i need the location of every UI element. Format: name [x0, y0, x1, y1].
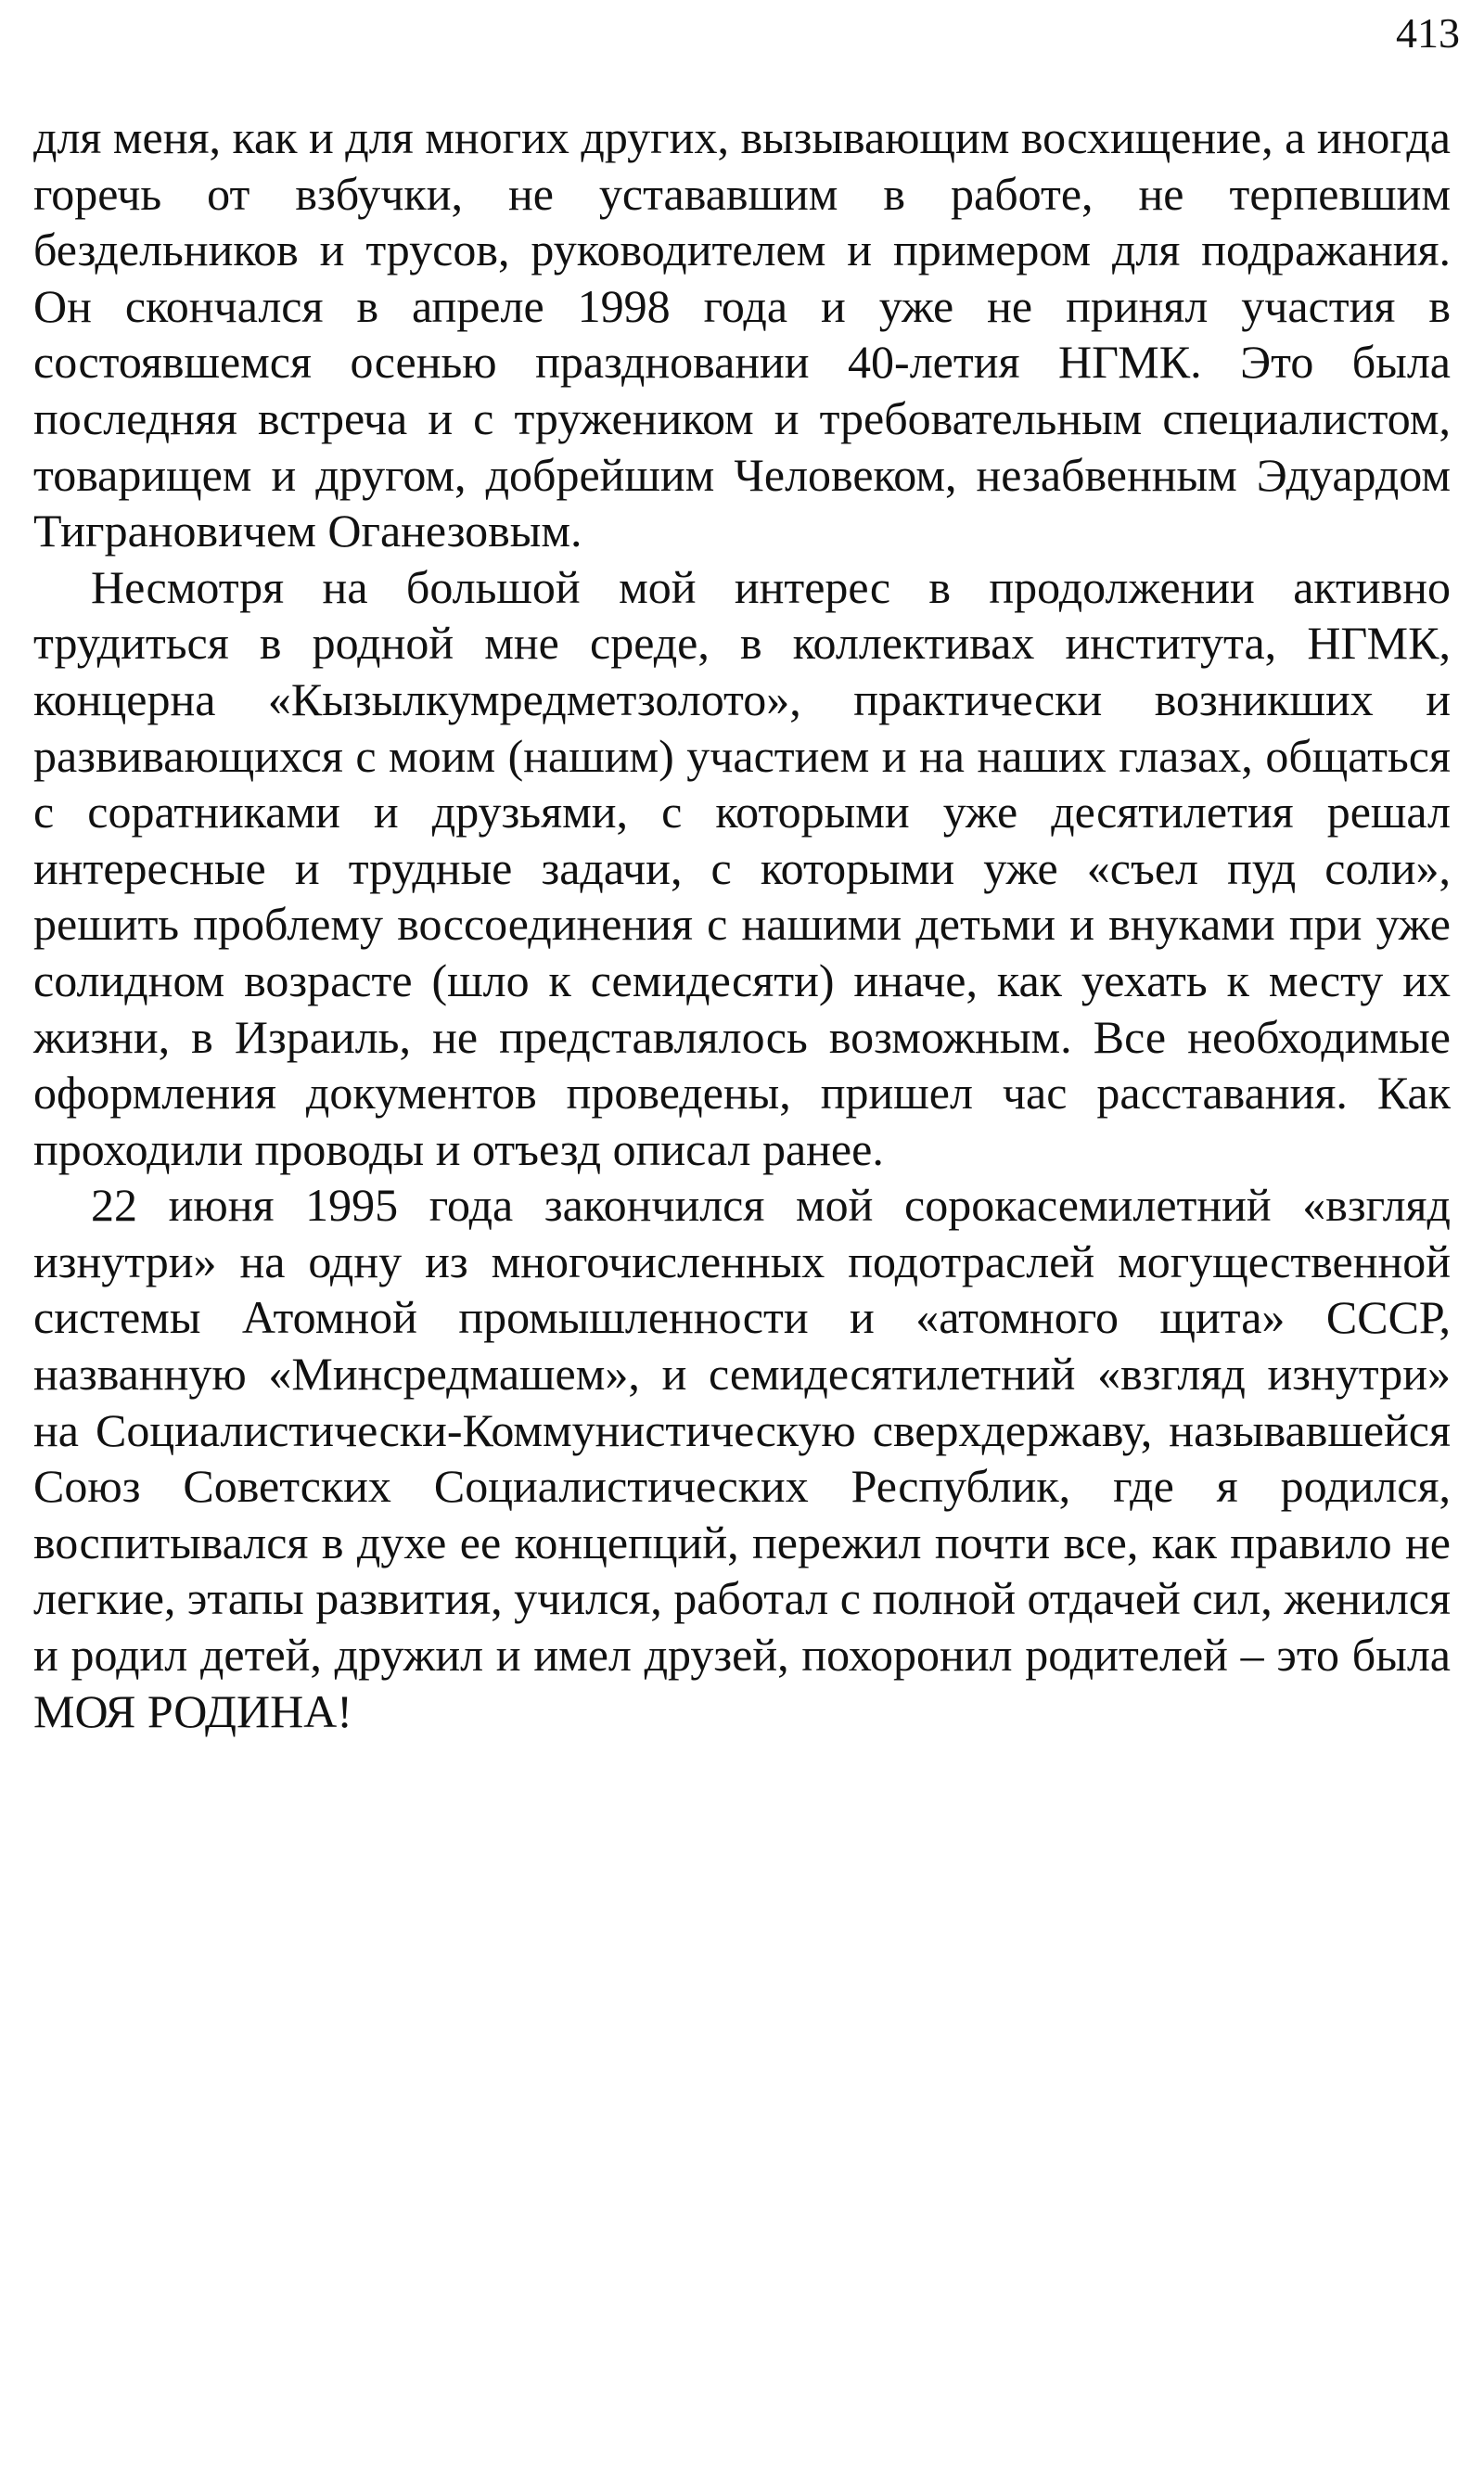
page-number: 413: [1396, 9, 1460, 57]
paragraph-continuation: для меня, как и для многих других, вызывающим восхищение, а иногда горечь от взбучки, не устававшим в работе, не терпевшим бездельников и трусов, руководителем и примером для подражания. Он скончался в апреле 1998 года и уже не принял участия в состоявшемся осенью праздновании 40-летия НГМК. Это была последняя встреча и с тружеником и требовательным специалистом, товарищем и другом, добрейшим Человеком, незабвенным Эдуардом Тиграновичем Оганезовым.: [33, 111, 1451, 557]
paragraph-homeland: 22 июня 1995 года закончился мой сорокасемилетний «взгляд изнутри» на одну из многочисленных подотраслей могущественной системы Атомной промышленности и «атомного щита» СССР, названную «Минсредмашем», и семидесятилетний «взгляд изнутри» на Социалистически-Коммунистическую сверхдержаву, называвшейся Союз Советских Социалистических Республик, где я родился, воспитывался в духе ее концепций, пережил почти все, как правило не легкие, этапы развития, учился, работал с полной отдачей сил, женился и родил детей, дружил и имел друзей, похоронил родителей – это была МОЯ РОДИНА!: [33, 1179, 1451, 1737]
paragraph-departure: Несмотря на большой мой интерес в продолжении активно трудиться в родной мне среде, в коллективах института, НГМК, концерна «Кызылкумредметзолото», практически возникших и развивающихся с моим (нашим) участием и на наших глазах, общаться с соратниками и друзьями, с которыми уже десятилетия решал интересные и трудные задачи, с которыми уже «съел пуд соли», решить проблему воссоединения с нашими детьми и внуками при уже солидном возрасте (шло к семидесяти) иначе, как уехать к месту их жизни, в Израиль, не представлялось возможным. Все необходимые оформления документов проведены, пришел час расставания. Как проходили проводы и отъезд описал ранее.: [33, 560, 1451, 1175]
body-text: [33, 109, 1451, 1739]
